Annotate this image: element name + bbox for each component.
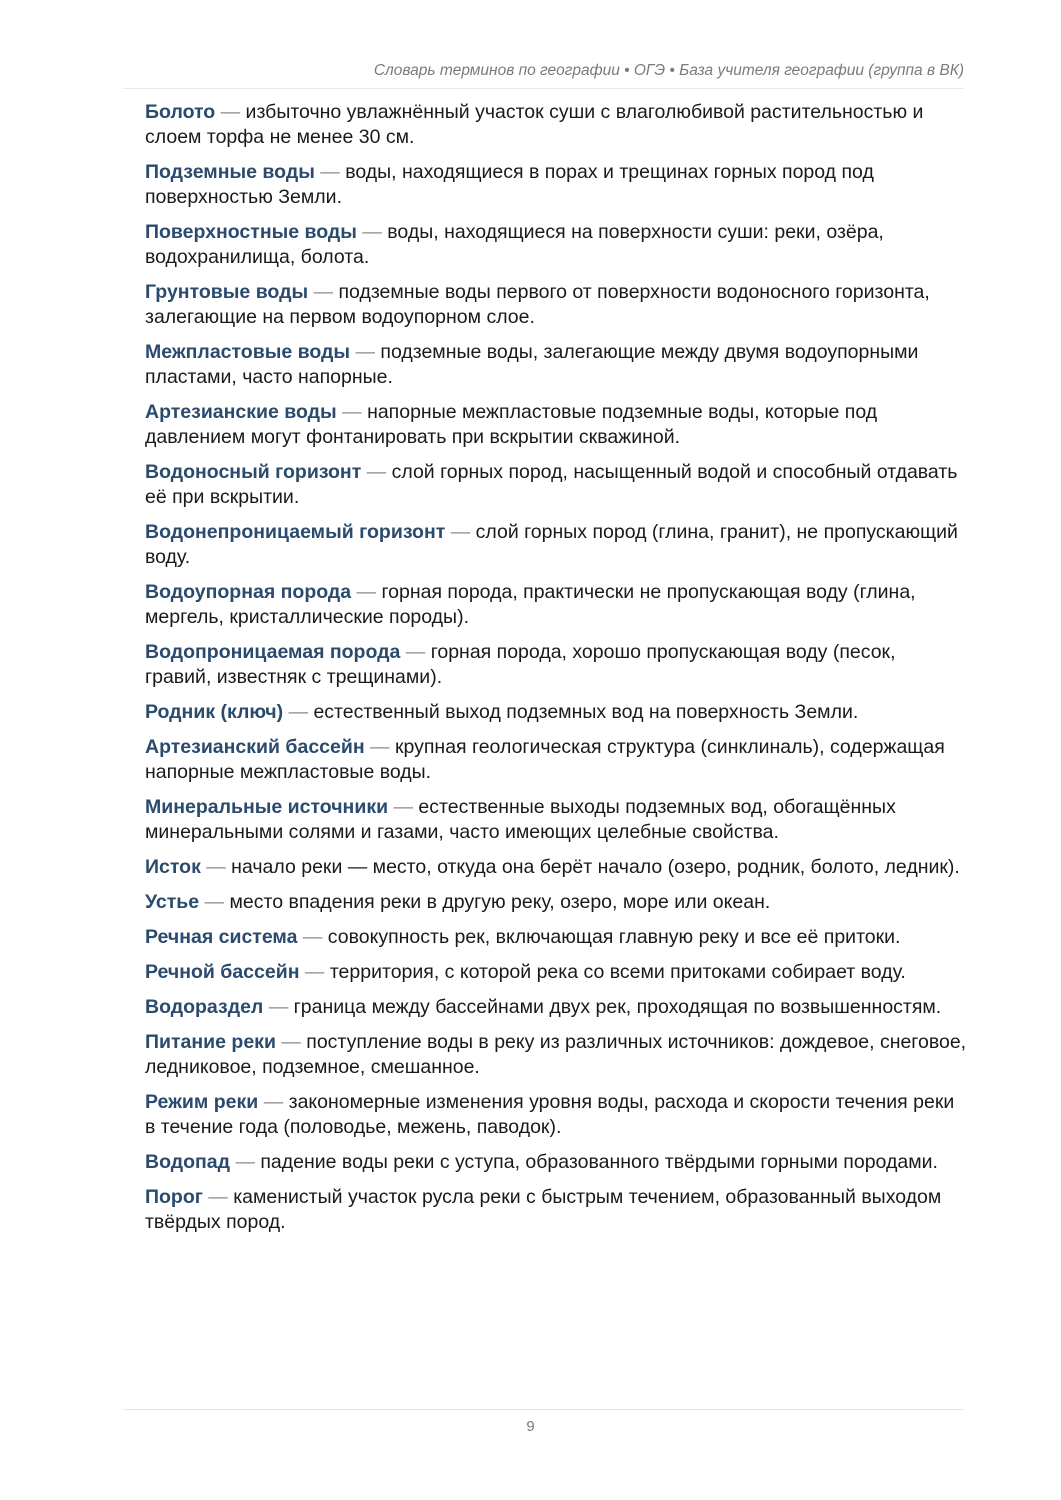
- definition: подземные воды, залегающие между двумя водоупорными пластами, часто напорные.: [145, 341, 919, 388]
- term: Грунтовые воды: [145, 281, 309, 303]
- dash: —: [258, 1091, 289, 1113]
- term: Водоносный горизонт: [145, 461, 362, 483]
- definition: совокупность рек, включающая главную реку и все её притоки.: [327, 926, 901, 948]
- dash: —: [308, 281, 339, 303]
- term: Минеральные источники: [145, 796, 389, 818]
- dash: —: [314, 161, 346, 183]
- glossary-entry: [145, 580, 967, 630]
- term: Питание реки: [145, 1031, 276, 1053]
- term: Водонепроницаемый горизонт: [145, 521, 446, 543]
- definition: место впадения реки в другую реку, озеро, море или океан.: [229, 891, 771, 913]
- definition: закономерные изменения уровня воды, расхода и скорости течения реки в течение года (половодье, межень, паводок).: [145, 1091, 955, 1138]
- definition: начало реки — место, откуда она берёт начало (озеро, родник, болото, ледник).: [231, 856, 960, 878]
- definition: воды, находящиеся в порах и трещинах горных пород под поверхностью Земли.: [145, 161, 874, 208]
- definition: каменистый участок русла реки с быстрым течением, образованный выходом твёрдых пород.: [145, 1186, 942, 1233]
- dash: —: [364, 736, 395, 758]
- dash: —: [263, 996, 294, 1018]
- dash: —: [297, 926, 328, 948]
- glossary-entry: [145, 340, 967, 390]
- glossary-entry: [145, 995, 967, 1020]
- term: Исток: [145, 856, 201, 878]
- glossary-entry: [145, 1185, 967, 1235]
- term: Порог: [145, 1186, 203, 1208]
- glossary-entry: [145, 160, 967, 210]
- term: Родник (ключ): [145, 701, 284, 723]
- term: Межпластовые воды: [145, 341, 351, 363]
- glossary-entry: [145, 960, 967, 985]
- term: Подземные воды: [145, 161, 315, 183]
- glossary-entry: [145, 700, 967, 725]
- definition: подземные воды первого от поверхности водоносного горизонта, залегающие на первом водоупорном слое.: [145, 281, 930, 328]
- glossary-entry: [145, 100, 967, 150]
- dash: —: [350, 341, 381, 363]
- dash: —: [202, 1186, 234, 1208]
- definition: напорные межпластовые подземные воды, которые под давлением могут фонтанировать при вскрытии скважиной.: [145, 401, 878, 448]
- dash: —: [351, 581, 382, 603]
- dash: —: [199, 891, 230, 913]
- glossary-entry: [145, 280, 967, 330]
- definition: воды, находящиеся на поверхности суши: реки, озёра, водохранилища, болота.: [145, 221, 884, 268]
- dash: —: [445, 521, 476, 543]
- glossary-list: [145, 100, 967, 1245]
- definition: избыточно увлажнённый участок суши с влаголюбивой растительностью и слоем торфа не менее 30 см.: [145, 101, 924, 148]
- page-header: [123, 62, 964, 89]
- term: Водопроницаемая порода: [145, 641, 401, 663]
- definition: горная порода, практически не пропускающая воду (глина, мергель, кристаллические породы).: [145, 581, 916, 628]
- dash: —: [275, 1031, 307, 1053]
- dash: —: [299, 961, 330, 983]
- glossary-entry: [145, 400, 967, 450]
- glossary-entry: [145, 795, 967, 845]
- glossary-entry: [145, 735, 967, 785]
- glossary-entry: [145, 1090, 967, 1140]
- definition: горная порода, хорошо пропускающая воду (песок, гравий, известняк с трещинами).: [145, 641, 896, 688]
- dash: —: [200, 856, 232, 878]
- term: Речная система: [145, 926, 298, 948]
- footer-divider: [123, 1409, 964, 1410]
- term: Водораздел: [145, 996, 264, 1018]
- definition: поступление воды в реку из различных источников: дождевое, снеговое, ледниковое, подземное, смешанное.: [145, 1031, 967, 1078]
- dash: —: [215, 101, 246, 123]
- glossary-entry: [145, 520, 967, 570]
- glossary-entry: [145, 220, 967, 270]
- definition: естественный выход подземных вод на поверхность Земли.: [313, 701, 859, 723]
- header-title: Словарь терминов по географии • ОГЭ • База учителя географии (группа в ВК): [373, 62, 964, 79]
- definition: граница между бассейнами двух рек, проходящая по возвышенностям.: [293, 996, 942, 1018]
- term: Болото: [145, 101, 216, 123]
- dash: —: [361, 461, 392, 483]
- glossary-entry: [145, 460, 967, 510]
- dash: —: [336, 401, 368, 423]
- dash: —: [400, 641, 431, 663]
- dash: —: [283, 701, 314, 723]
- term: Водоупорная порода: [145, 581, 352, 603]
- glossary-entry: [145, 925, 967, 950]
- definition: крупная геологическая структура (синклиналь), содержащая напорные межпластовые воды.: [145, 736, 945, 783]
- glossary-entry: [145, 1030, 967, 1080]
- definition: слой горных пород (глина, гранит), не пропускающий воду.: [145, 521, 958, 568]
- term: Речной бассейн: [145, 961, 300, 983]
- term: Поверхностные воды: [145, 221, 357, 243]
- dash: —: [230, 1151, 261, 1173]
- dash: —: [356, 221, 388, 243]
- term: Артезианский бассейн: [145, 736, 365, 758]
- glossary-entry: [145, 640, 967, 690]
- definition: падение воды реки с уступа, образованного твёрдыми горными породами.: [260, 1151, 938, 1173]
- definition: естественные выходы подземных вод, обогащённых минеральными солями и газами, часто имеющих целебные свойства.: [145, 796, 896, 843]
- glossary-entry: [145, 890, 967, 915]
- definition: территория, с которой река со всеми притоками собирает воду.: [329, 961, 906, 983]
- glossary-entry: [145, 1150, 967, 1175]
- page-number: 9: [526, 1418, 535, 1435]
- term: Водопад: [145, 1151, 231, 1173]
- term: Артезианские воды: [145, 401, 337, 423]
- definition: слой горных пород, насыщенный водой и способный отдавать её при вскрытии.: [145, 461, 958, 508]
- term: Режим реки: [145, 1091, 259, 1113]
- term: Устье: [145, 891, 200, 913]
- dash: —: [388, 796, 419, 818]
- glossary-entry: [145, 855, 967, 880]
